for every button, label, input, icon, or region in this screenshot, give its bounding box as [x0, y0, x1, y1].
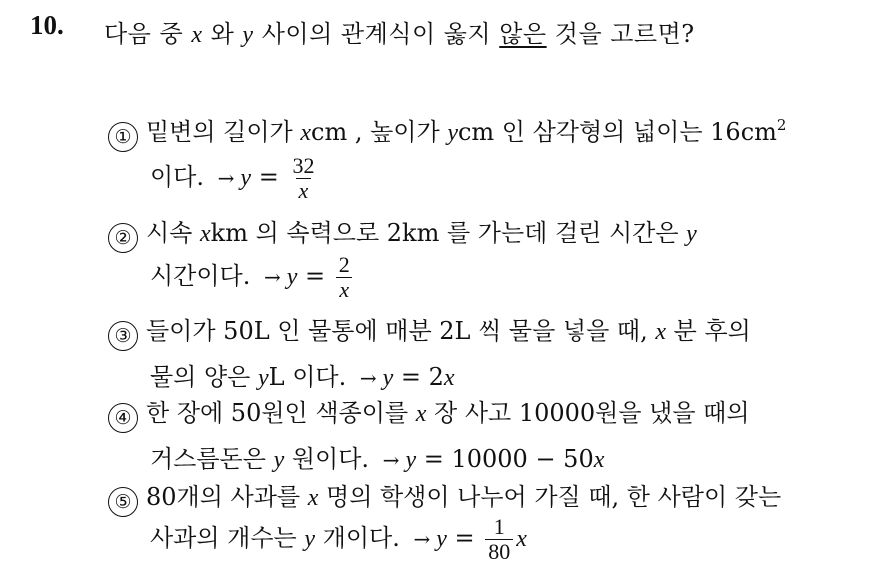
option-1-mark: ① — [108, 122, 138, 152]
arrow-icon: → — [382, 448, 400, 472]
option-2-line-2: 시간이다. → y = $\frac{2}{x}$ — [150, 253, 697, 302]
option-1[interactable] — [108, 112, 786, 203]
option-3-line-1: ③ 들이가 50L 인 물통에 매분 2L 씩 물을 넣을 때, x 분 후의 — [108, 311, 751, 351]
option-5[interactable] — [108, 477, 781, 564]
option-2[interactable] — [108, 213, 697, 302]
option-3-mark: ③ — [108, 321, 138, 351]
option-1-line-2: 이다. → y = $\frac{32}{x}$ — [150, 154, 786, 203]
option-2-mark: ② — [108, 223, 138, 253]
option-4[interactable] — [108, 393, 750, 474]
option-4-line-1: ④ 한 장에 50원인 색종이를 x 장 사고 10000원을 냈을 때의 — [108, 393, 750, 433]
option-2-line-1: ② 시속 xkm 의 속력으로 2km 를 가는데 걸린 시간은 y — [108, 213, 697, 253]
option-5-line-2: 사과의 개수는 y 개이다. → y = $\frac{1}{80}$ x — [150, 514, 527, 564]
option-5-mark: ⑤ — [108, 487, 138, 517]
option-4-mark: ④ — [108, 403, 138, 433]
var-y: y — [242, 22, 254, 48]
question-text: 다음 중 x 와 y 사이의 관계식이 옳지 않은 것을 고르면? — [104, 20, 695, 48]
option-3-line-2: 물의 양은 yL 이다. → y = 2x — [150, 363, 455, 391]
option-5-line-1: ⑤ 80개의 사과를 x 명의 학생이 나누어 가질 때, 한 사람이 갖는 — [108, 477, 781, 517]
var-x: x — [191, 22, 203, 48]
question-number: 10. — [30, 10, 64, 40]
option-4-line-2: 거스름돈은 y 원이다. → y = 10000 − 50x — [150, 445, 605, 473]
fraction: $\frac{1}{80}$ — [485, 515, 513, 564]
option-1-line-1: ① 밑변의 길이가 xcm , 높이가 ycm 인 삼각형의 넓이는 $16cm^2$ — [108, 112, 786, 152]
underlined-word: 않은 — [499, 20, 547, 48]
arrow-icon: → — [359, 366, 377, 390]
option-3[interactable] — [108, 311, 751, 392]
arrow-icon: → — [264, 265, 281, 289]
arrow-icon: → — [217, 166, 235, 190]
fraction: $\frac{32}{x}$ — [292, 153, 315, 203]
fraction: $\frac{2}{x}$ — [336, 253, 353, 302]
arrow-icon: → — [413, 527, 431, 551]
